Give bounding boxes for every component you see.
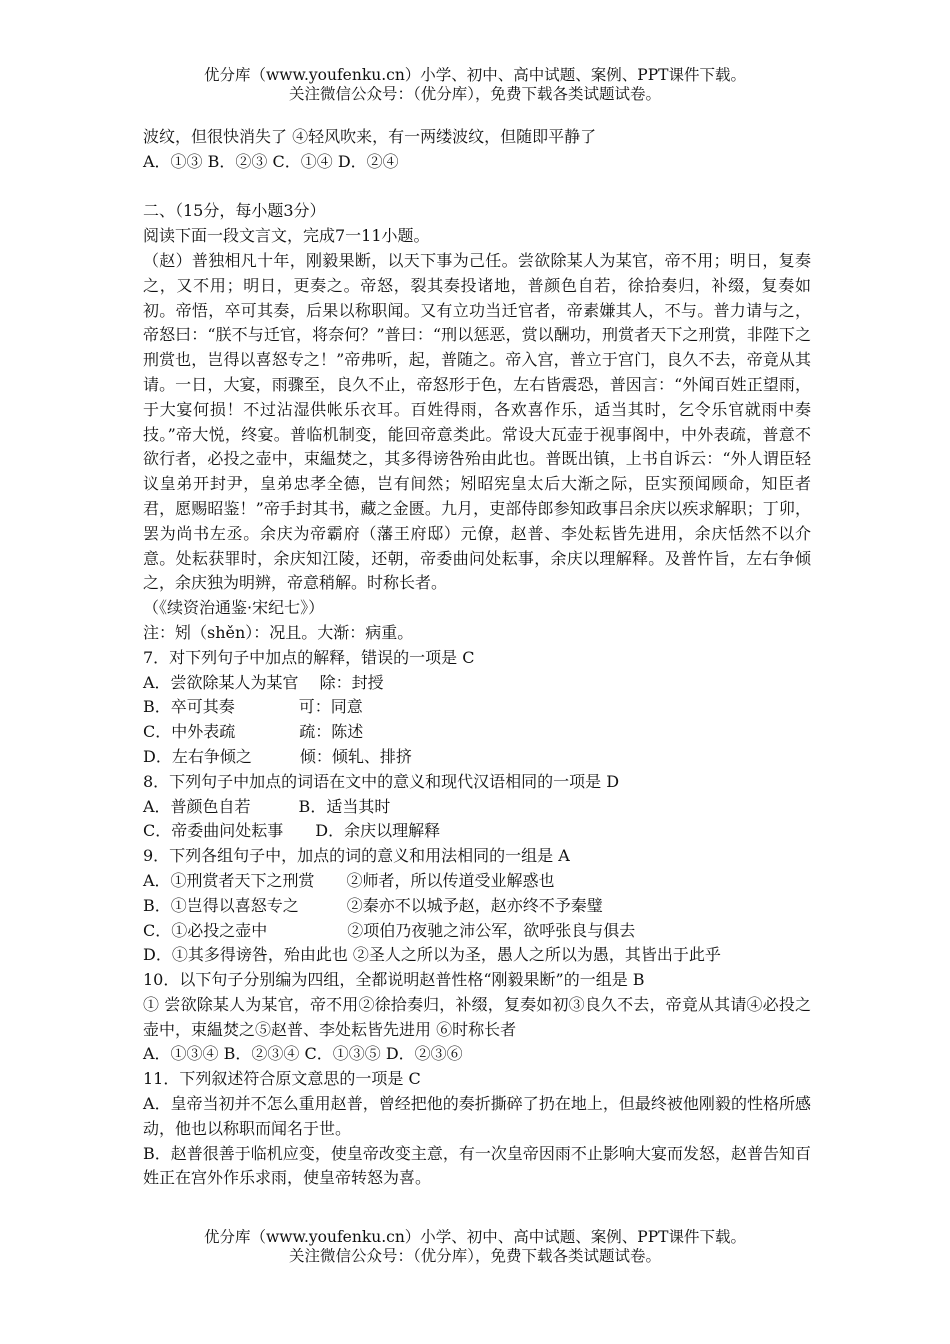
question-7-option-a: A．尝欲除某人为某官 除：封授 (143, 672, 384, 692)
question-8-options-cd: C．帝委曲问处耘事 D．余庆以理解释 (143, 821, 441, 841)
question-11-stem: 11．下列叙述符合原文意思的一项是 C (143, 1069, 421, 1089)
section-instruction: 阅读下面一段文言文，完成7一11小题。 (143, 226, 430, 246)
question-8-options-ab: A．普颜色自若 B．适当其时 (143, 796, 391, 816)
footer-line-1: 优分库（www.youfenku.cn）小学、初中、高中试题、案例、PPT课件下载。 (203, 1228, 747, 1246)
question-7-option-d: D．左右争倾之 倾：倾轧、排挤 (143, 746, 412, 766)
footer-line-2: 关注微信公众号：（优分库），免费下载各类试题试卷。 (288, 1247, 661, 1265)
question-9-option-c: C．①必投之壶中 ②项伯乃夜驰之沛公军，欲呼张良与俱去 (143, 920, 636, 940)
passage-note: 注：矧（shěn）：况且。大渐：病重。 (143, 622, 414, 642)
question-10-sentences: ① 尝欲除某人为某官，帝不用②徐拾奏归，补缀，复奏如初③良久不去，帝竟从其请④必投之壶中，束緼焚之⑤赵普、李处耘皆先进用 ⑥时称长者 (143, 994, 811, 1039)
header-line-2: 关注微信公众号：（优分库），免费下载各类试题试卷。 (288, 85, 661, 103)
page-header (0, 66, 950, 104)
question-7-option-c: C．中外表疏 疏：陈述 (143, 722, 364, 742)
continued-text: 波纹，但很快消失了 ④轻风吹来，有一两缕波纹，但随即平静了 (143, 127, 597, 146)
question-10-stem: 10．以下句子分别编为四组，全都说明赵普性格“刚毅果断”的一组是 B (143, 970, 645, 990)
classical-passage: （赵）普独相凡十年，刚毅果断，以天下事为己任。尝欲除某人为某官，帝不用；明日，复奏之，又不用；明日，更奏之。帝怒，裂其奏投诸地，普颜色自若，徐拾奏归，补缀，复奏如初。帝悟，卒可其奏，后果以称职闻。又有立功当迁官者，帝素嫌其人，不与。普力请与之，帝怒曰：“朕不与迁官，将奈何？”普曰：“刑以惩恶，赏以酬功，刑赏者天下之刑赏，非陛下之刑赏也，岂得以喜怒专之！”帝弗听，起，普随之。帝入宫，普立于宫门，良久不去，帝竟从其请。一日，大宴，雨骤至，良久不止，帝怒形于色，左右皆震恐，普因言：“外闻百姓正望雨，于大宴何损！不过沾湿供帐乐衣耳。百姓得雨，各欢喜作乐，适当其时，乞令乐官就雨中奏技。”帝大悦，终宴。普临机制变，能回帝意类此。常设大瓦壶于视事阁中，中外表疏，普意不欲行者，必投之壶中，束緼焚之，其多得谤咎殆由此也。普既出镇，上书自诉云：“外人谓臣轻议皇弟开封尹，皇弟忠孝全德，岂有间然；矧昭宪皇太后大渐之际，臣实预闻顾命，知臣者君，愿赐昭鉴！”帝手封其书，藏之金匮。九月，吏部侍郎参知政事吕余庆以疾求解职；丁卯，罢为尚书左丞。余庆为帝霸府（藩王府邸）元僚，赵普、李处耘皆先进用，余庆恬然不以介意。处耘获罪时，余庆知江陵，还朝，帝委曲问处耘事，余庆以理解释。及普忤旨，左右争倾之，余庆独为明辨，帝意稍解。时称长者。 (143, 250, 811, 593)
question-10-options: A．①③④ B．②③④ C．①③⑤ D．②③⑥ (143, 1044, 463, 1064)
question-9-stem: 9．下列各组句子中，加点的词的意义和用法相同的一组是 A (143, 846, 570, 866)
question-9-option-d: D．①其多得谤咎，殆由此也 ②圣人之所以为圣，愚人之所以为愚，其皆出于此乎 (143, 945, 721, 965)
question-7-stem: 7．对下列句子中加点的解释，错误的一项是 C (143, 647, 475, 667)
spacer (143, 175, 811, 200)
page-footer (0, 1228, 950, 1266)
header-line-1: 优分库（www.youfenku.cn）小学、初中、高中试题、案例、PPT课件下载。 (203, 66, 747, 84)
question-7-option-b: B．卒可其奏 可：同意 (143, 697, 363, 717)
section-title: 二、（15分，每小题3分） (143, 201, 326, 221)
question-11-option-b: B．赵普很善于临机应变，使皇帝改变主意，有一次皇帝因雨不止影响大宴而发怒，赵普告知百姓正在宫外作乐求雨，使皇帝转怒为喜。 (143, 1143, 811, 1188)
document-body (143, 125, 811, 1191)
question-9-option-b: B．①岂得以喜怒专之 ②秦亦不以城予赵，赵亦终不予秦璧 (143, 895, 603, 915)
question-8-stem: 8．下列句子中加点的词语在文中的意义和现代汉语相同的一项是 D (143, 771, 620, 791)
question-11-option-a: A．皇帝当初并不怎么重用赵普，曾经把他的奏折撕碎了扔在地上，但最终被他刚毅的性格所感动，他也以称职而闻名于世。 (143, 1094, 811, 1138)
previous-question-options: A．①③ B．②③ C．①④ D．②④ (143, 151, 399, 171)
question-9-option-a: A．①刑赏者天下之刑赏 ②师者，所以传道受业解惑也 (143, 870, 555, 890)
passage-source: （《续资治通鉴·宋纪七》） (143, 598, 325, 618)
